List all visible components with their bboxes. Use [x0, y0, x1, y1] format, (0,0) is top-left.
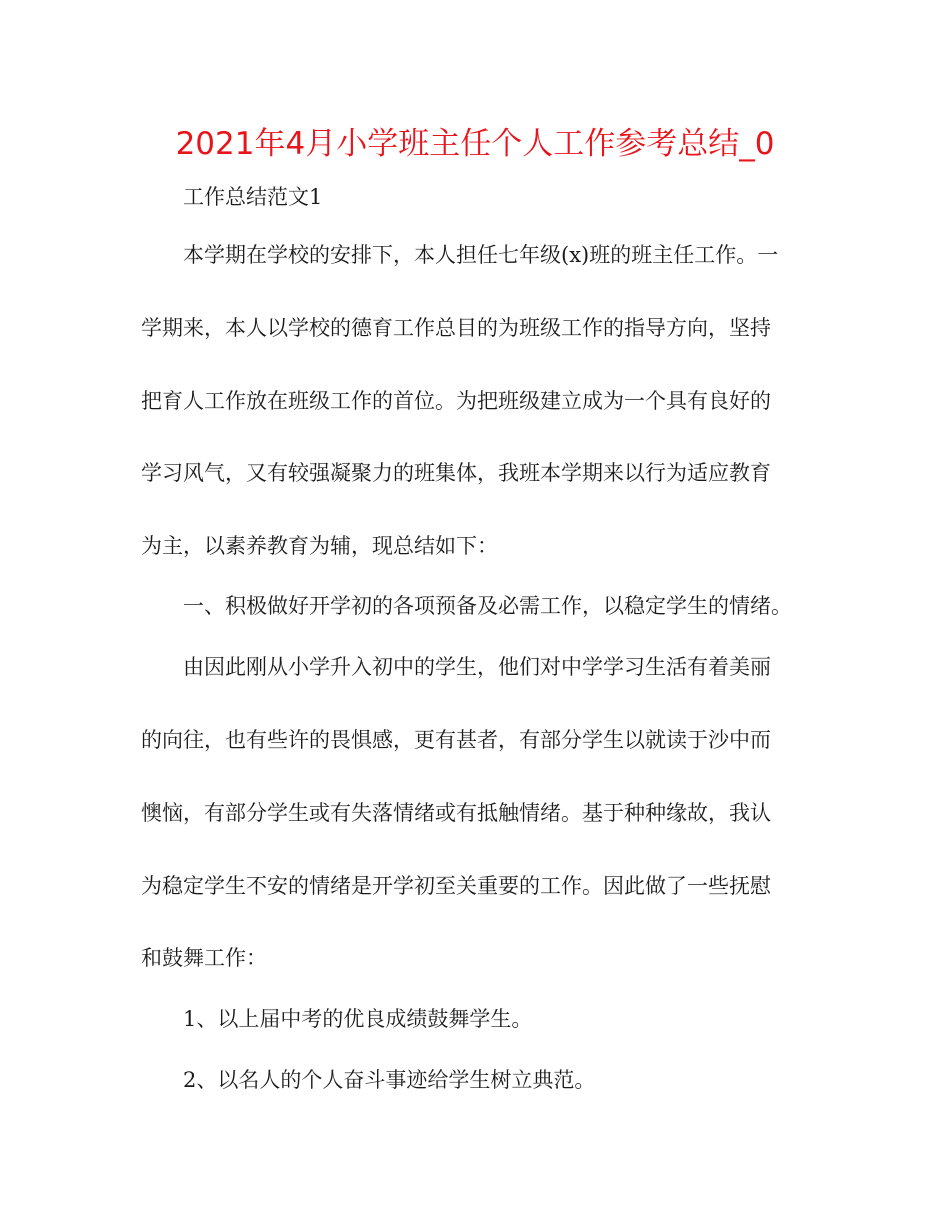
- paragraph-line: 由因此刚从小学升入初中的学生，他们对中学学习生活有着美丽: [183, 655, 771, 679]
- paragraph-line: 把育人工作放在班级工作的首位。为把班级建立成为一个具有良好的: [141, 389, 771, 413]
- paragraph-line: 和鼓舞工作：: [141, 946, 267, 970]
- paragraph-line: 懊恼，有部分学生或有失落情绪或有抵触情绪。基于种种缘故，我认: [141, 801, 771, 825]
- list-item: 1、以上届中考的优良成绩鼓舞学生。: [183, 1007, 533, 1031]
- paragraph-line: 学习风气，又有较强凝聚力的班集体，我班本学期来以行为适应教育: [141, 461, 771, 485]
- paragraph-line: 为稳定学生不安的情绪是开学初至关重要的工作。因此做了一些抚慰: [141, 874, 771, 898]
- section-heading: 工作总结范文1: [183, 185, 323, 209]
- paragraph-line: 学期来，本人以学校的德育工作总目的为班级工作的指导方向，坚持: [141, 316, 771, 340]
- list-item: 2、以名人的个人奋斗事迹给学生树立典范。: [183, 1068, 596, 1092]
- document-title: 2021年4月小学班主任个人工作参考总结_0: [175, 126, 775, 162]
- paragraph-line: 的向往，也有些许的畏惧感，更有甚者，有部分学生以就读于沙中而: [141, 728, 771, 752]
- paragraph-line: 为主，以素养教育为辅，现总结如下：: [141, 534, 498, 558]
- paragraph-line: 本学期在学校的安排下，本人担任七年级(x)班的班主任工作。一: [183, 243, 779, 267]
- heading-item: 一、积极做好开学初的各项预备及必需工作，以稳定学生的情绪。: [183, 594, 792, 618]
